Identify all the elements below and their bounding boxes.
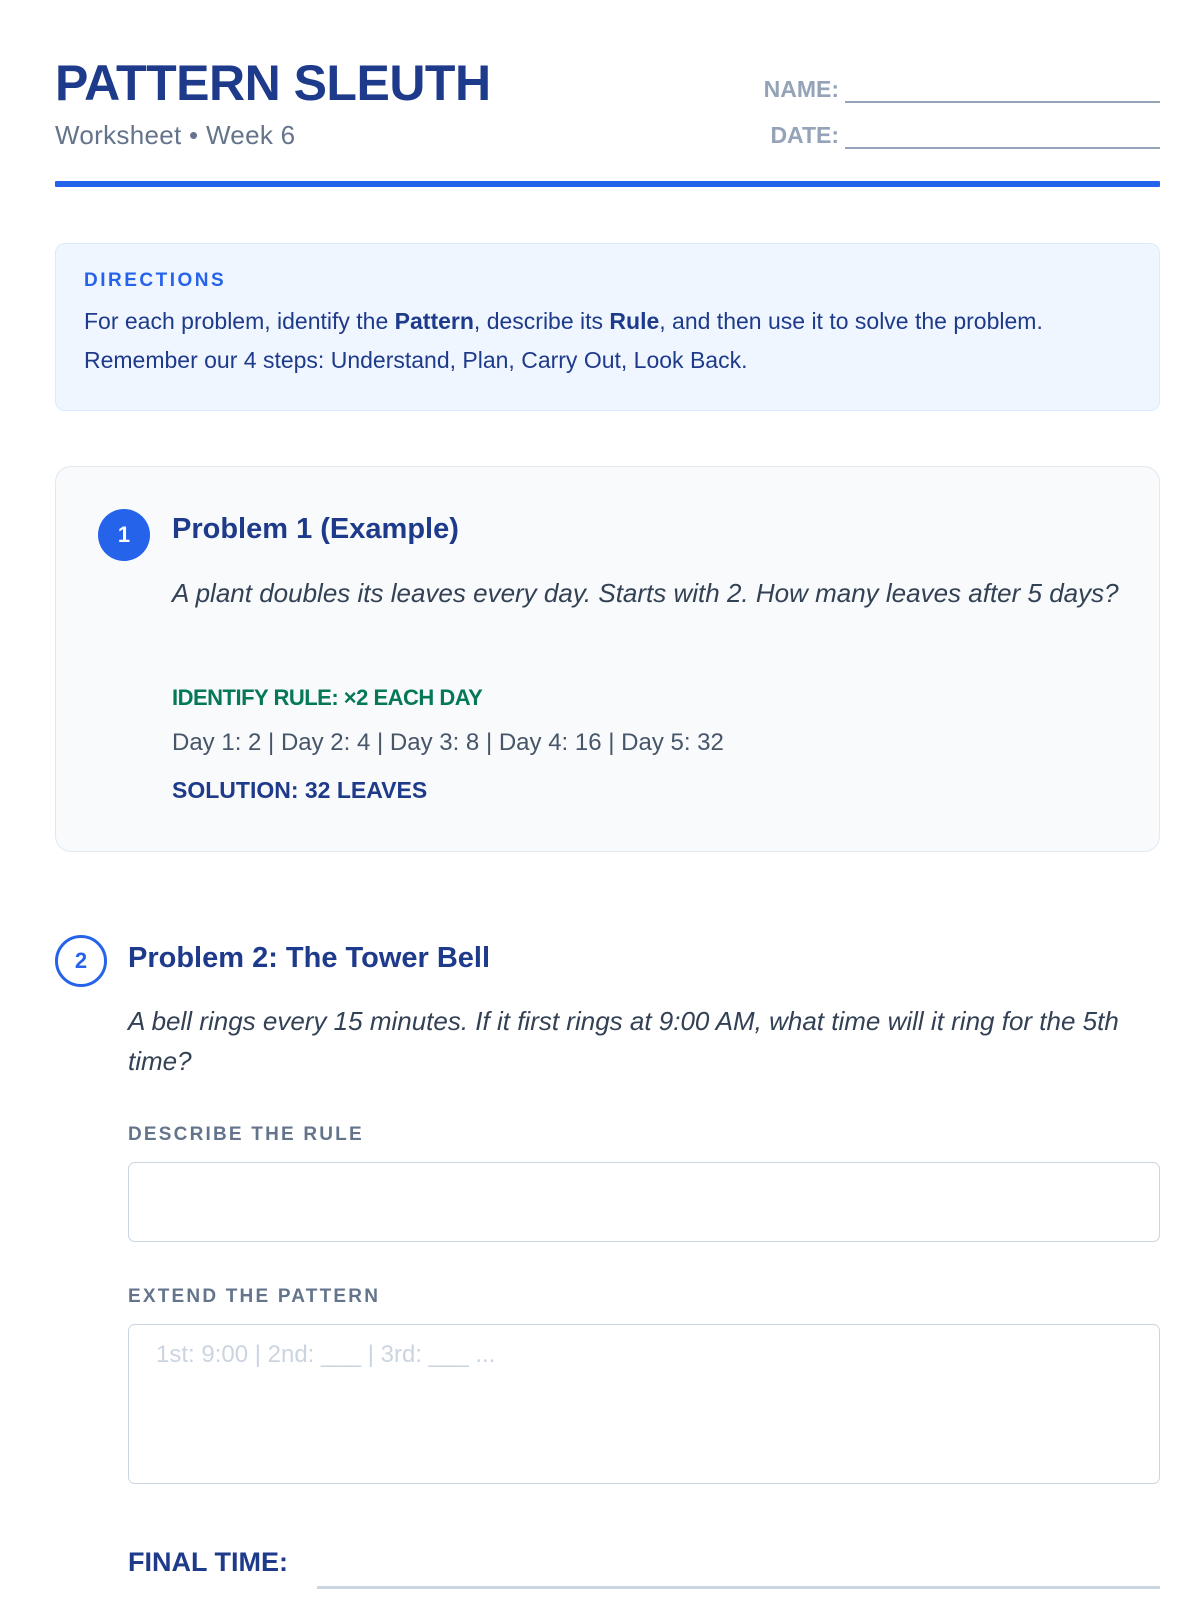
directions-box xyxy=(55,243,1160,411)
directions-text-part: , and then use it to solve the problem. xyxy=(659,308,1043,334)
problem-1-title: Problem 1 (Example) xyxy=(172,513,459,545)
directions-pattern-term: Pattern xyxy=(394,308,474,334)
date-blank-line[interactable] xyxy=(845,123,1160,149)
problem-1-rule: IDENTIFY RULE: ×2 EACH DAY xyxy=(172,685,483,710)
describe-rule-input[interactable] xyxy=(128,1162,1160,1242)
page-title: PATTERN SLEUTH xyxy=(55,55,491,111)
problem-2-number-badge: 2 xyxy=(55,935,107,987)
final-time-label: FINAL TIME: xyxy=(128,1547,288,1577)
problem-1-question: A plant doubles its leaves every day. Starts with 2. How many leaves after 5 days? xyxy=(172,578,1119,608)
directions-text xyxy=(84,302,1131,380)
directions-text-part: , describe its xyxy=(473,308,610,334)
page-subtitle: Worksheet • Week 6 xyxy=(55,120,296,150)
problem-2-title: Problem 2: The Tower Bell xyxy=(128,942,491,974)
directions-steps: Remember our 4 steps: Understand, Plan, Carry Out, Look Back. xyxy=(84,347,748,373)
extend-pattern-label: EXTEND THE PATTERN xyxy=(128,1286,381,1307)
header-divider xyxy=(55,181,1160,187)
problem-1-solution: SOLUTION: 32 LEAVES xyxy=(172,777,428,803)
describe-rule-label: DESCRIBE THE RULE xyxy=(128,1124,364,1145)
problem-2-question: A bell rings every 15 minutes. If it first rings at 9:00 AM, what time will it ring for the 5th time? xyxy=(128,1006,1119,1076)
final-time-answer-line[interactable] xyxy=(317,1586,1160,1589)
worksheet-header xyxy=(55,52,1160,187)
date-label: DATE: xyxy=(770,122,839,148)
directions-text-part: For each problem, identify the xyxy=(84,308,395,334)
name-field[interactable] xyxy=(764,76,1160,103)
directions-heading: DIRECTIONS xyxy=(84,270,227,291)
problem-1-sequence: Day 1: 2 | Day 2: 4 | Day 3: 8 | Day 4: 16 | Day 5: 32 xyxy=(172,729,724,756)
problem-1-number-badge: 1 xyxy=(98,509,150,561)
name-label: NAME: xyxy=(763,76,839,102)
problem-1-card xyxy=(55,466,1160,852)
date-field[interactable] xyxy=(770,122,1160,149)
extend-pattern-input[interactable] xyxy=(128,1324,1160,1484)
directions-rule-term: Rule xyxy=(609,308,660,334)
name-blank-line[interactable] xyxy=(845,77,1160,103)
